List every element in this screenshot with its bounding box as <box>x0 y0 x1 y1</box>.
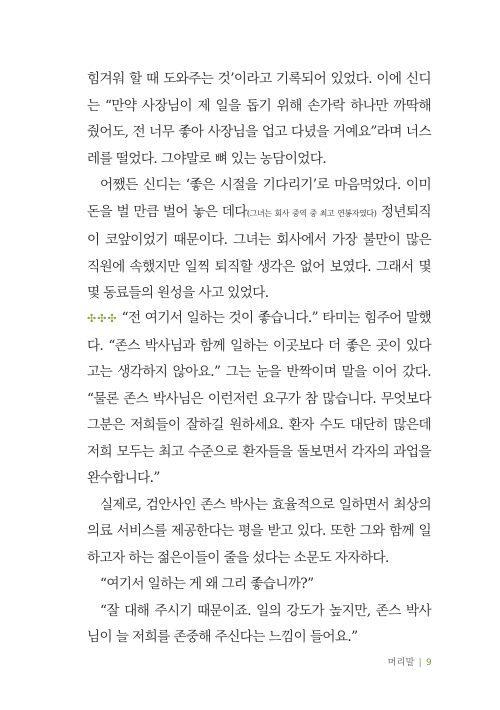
paragraph-5: “여기서 일하는 게 왜 그리 좋습니까?” <box>100 576 314 592</box>
paragraph-3 <box>87 305 431 492</box>
paragraph-2 <box>87 172 431 307</box>
paragraph-2-main: 어쨌든 신디는 ‘좋은 시절을 기다리기’로 마음먹었다. 이미 돈을 벌 만큼 벌어 놓은 데다 <box>87 177 431 220</box>
text-section-lower <box>87 305 431 651</box>
paragraph-3-text: “전 여기서 일하는 것이 좋습니다.” 타미는 힘주어 말했다. “존스 박사님과 함께 일하는 이곳보다 더 좋은 곳이 있다고는 생각하지 않아요.” 그는 눈을 반짝이며 말을 이어 갔다. “물론 존스 박사님은 이런저런 요구가 참 많습니다. 무엇보다 그분은 저희들이 잘하길 원하세요. 환자 수도 대단히 많은데 저희 모두는 최고 수준으로 환자들을 돌보면서 각자의 과업을 완수합니다.” <box>87 310 431 486</box>
leaf-ornament-icon: ✣✣✣ <box>87 312 118 325</box>
page-footer <box>300 655 432 668</box>
paragraph-1: 힘겨워 할 때 도와주는 것’이라고 기록되어 있었다. 이에 신디는 “만약 사장님이 제 일을 돕기 위해 손가락 하나만 까딱해 줬어도, 전 너무 좋아 사장님을 업고 다녔을 거예요”라며 너스레를 떨었다. 그야말로 뼈 있는 농담이었다. <box>87 71 431 167</box>
footer-separator: | <box>418 658 422 668</box>
paragraph-2-note: (그녀는 회사 중역 중 최고 연봉자였다) <box>246 208 377 218</box>
page-number: 9 <box>425 658 432 668</box>
paragraph-4: 실제로, 검안사인 존스 박사는 효율적으로 일하면서 최상의 의료 서비스를 제공한다는 평을 받고 있다. 또한 그와 함께 일하고자 하는 젊은이들이 줄을 섰다는 소문도 자자하다. <box>87 496 431 566</box>
paragraph-2-rest: 정년퇴직이 코앞이었기 때문이다. 그녀는 회사에서 가장 불만이 많은 직원에 속했지만 일찍 퇴직할 생각은 없어 보였다. 그래서 몇몇 동료들의 원성을 사고 있었다. <box>87 203 432 301</box>
footer-section-title: 머리말 <box>387 658 415 668</box>
text-section-upper <box>87 66 431 307</box>
paragraph-6: “잘 대해 주시기 때문이죠. 일의 강도가 높지만, 존스 박사님이 늘 저희를 존중해 주신다는 느낌이 들어요.” <box>87 602 431 645</box>
